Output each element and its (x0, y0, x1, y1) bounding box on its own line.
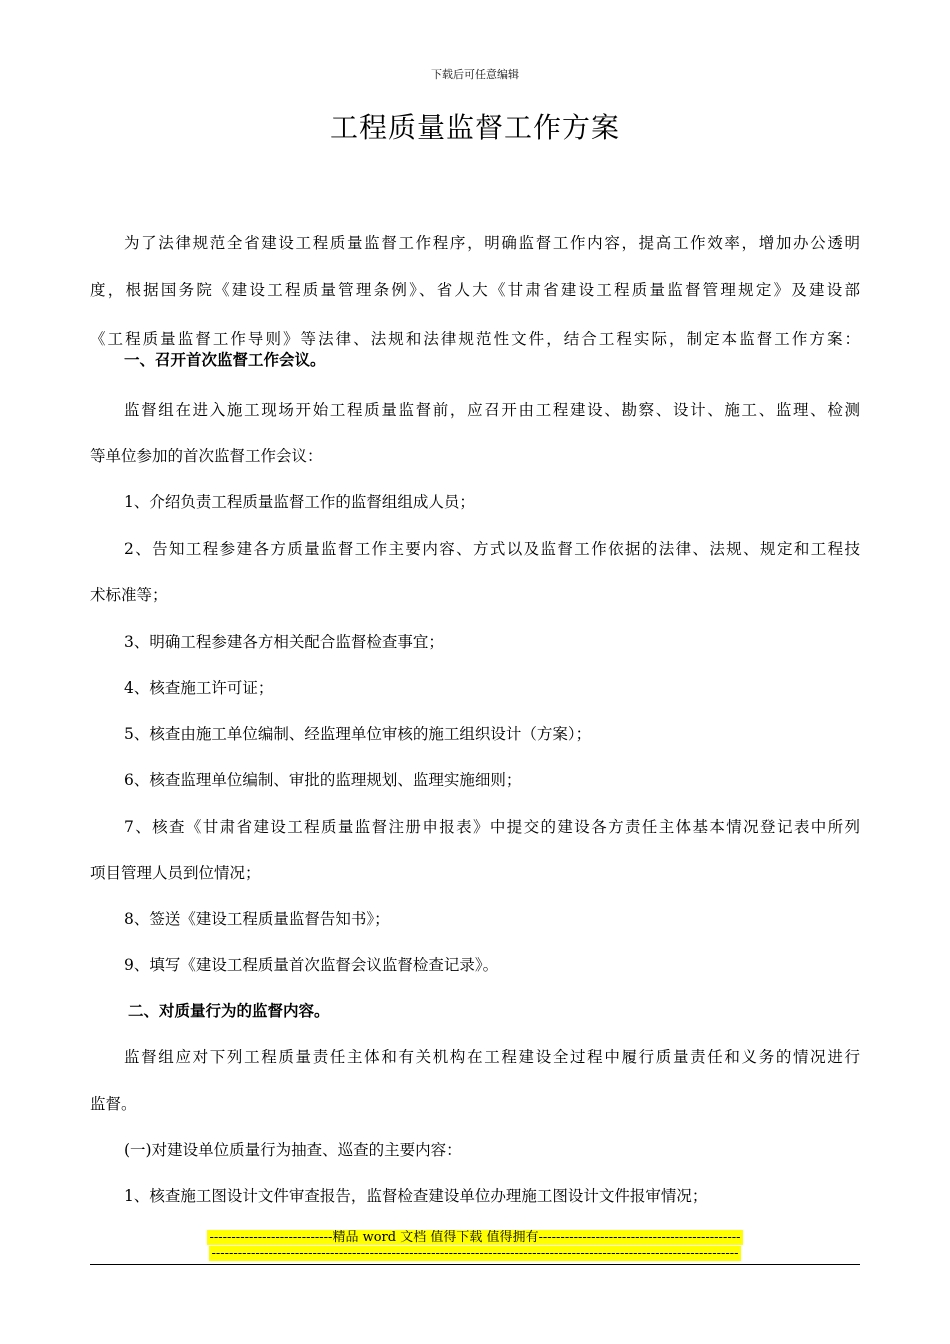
footer-banner-line-2: ------------------------------------------------------------------------------------------------------------------------ (211, 1246, 739, 1261)
paragraph-line: 为了法律规范全省建设工程质量监督工作程序，明确监督工作内容，提高工作效率，增加办公透明 (124, 234, 860, 252)
list-item: 1、核查施工图设计文件审查报告，监督检查建设单位办理施工图设计文件报审情况； (124, 1187, 708, 1205)
list-item: 3、明确工程参建各方相关配合监督检查事宜； (124, 633, 444, 651)
list-item: 4、核查施工许可证； (124, 679, 274, 697)
list-item: 2、告知工程参建各方质量监督工作主要内容、方式以及监督工作依据的法律、法规、规定和工程技 (124, 540, 860, 558)
list-item-continuation: 项目管理人员到位情况； (90, 864, 261, 882)
list-item: 9、填写《建设工程质量首次监督会议监督检查记录》。 (124, 956, 499, 974)
paragraph-line: 等单位参加的首次监督工作会议： (90, 447, 323, 465)
section-heading-1: 一、召开首次监督工作会议。 (124, 350, 326, 369)
header-note: 下载后可任意编辑 (431, 68, 519, 81)
paragraph-line: 监督。 (90, 1095, 137, 1113)
paragraph-line: 监督组应对下列工程质量责任主体和有关机构在工程建设全过程中履行质量责任和义务的情况进行 (124, 1048, 860, 1066)
list-item: 7、核查《甘肃省建设工程质量监督注册申报表》中提交的建设各方责任主体基本情况登记表中所列 (124, 818, 860, 836)
document-title: 工程质量监督工作方案 (329, 111, 620, 144)
footer-banner (0, 1230, 950, 1262)
section-heading-2: 二、对质量行为的监督内容。 (128, 1001, 330, 1020)
footer-banner-line-1: ----------------------------精品 word 文档 值得下载 值得拥有---------------------------------------------- (209, 1230, 741, 1245)
paragraph-line: 《工程质量监督工作导则》等法律、法规和法律规范性文件，结合工程实际，制定本监督工作方案： (90, 330, 860, 348)
list-item-continuation: 术标准等； (90, 586, 168, 604)
paragraph-line: 度，根据国务院《建设工程质量管理条例》、省人大《甘肃省建设工程质量监督管理规定》及建设部 (90, 281, 860, 299)
footer-divider (90, 1264, 860, 1265)
subsection-heading: (一)对建设单位质量行为抽查、巡查的主要内容： (124, 1141, 462, 1159)
list-item: 6、核查监理单位编制、审批的监理规划、监理实施细则； (124, 771, 522, 789)
list-item: 8、签送《建设工程质量监督告知书》； (124, 910, 390, 928)
list-item: 5、核查由施工单位编制、经监理单位审核的施工组织设计（方案）； (124, 725, 592, 743)
paragraph-line: 监督组在进入施工现场开始工程质量监督前，应召开由工程建设、勘察、设计、施工、监理、检测 (124, 401, 860, 419)
list-item: 1、介绍负责工程质量监督工作的监督组组成人员； (124, 493, 475, 511)
